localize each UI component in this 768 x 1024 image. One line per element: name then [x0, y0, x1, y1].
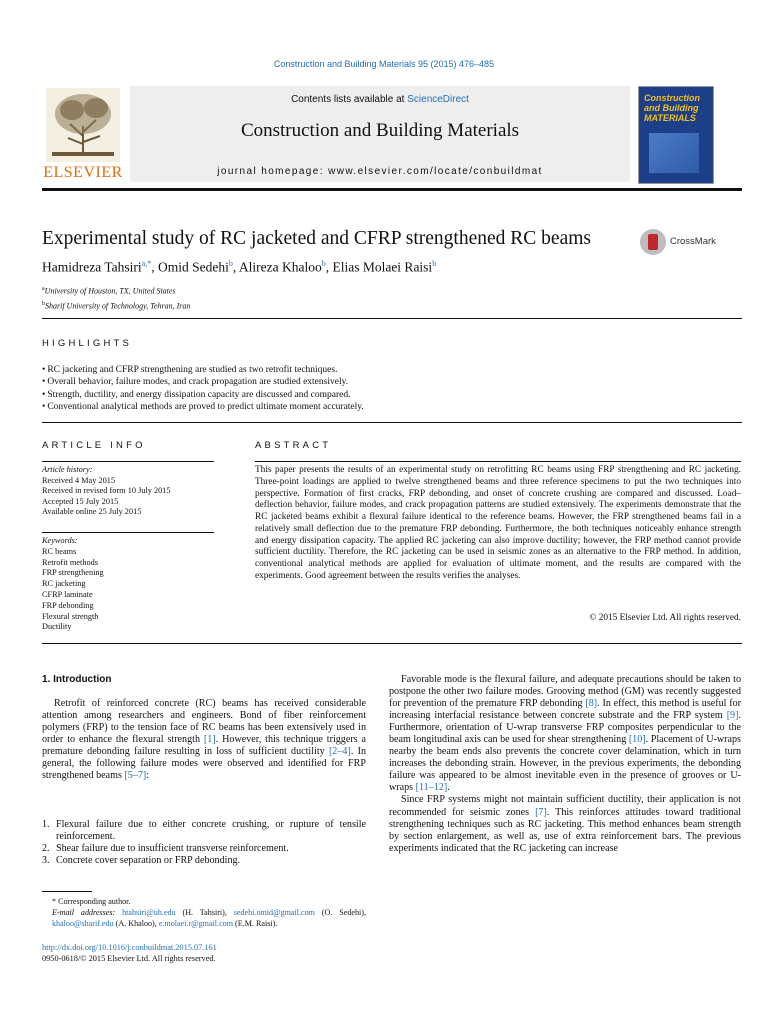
corresponding-author: * Corresponding author.	[52, 897, 131, 906]
reference-link[interactable]: [11–12]	[415, 782, 448, 794]
list-item	[42, 843, 366, 855]
keyword: Retrofit methods	[42, 557, 98, 567]
intro-paragraph	[42, 698, 366, 782]
history-entry: Accepted 15 July 2015	[42, 496, 119, 506]
author-list	[42, 259, 436, 276]
crossmark-label: CrossMark	[670, 236, 716, 247]
journal-homepage	[130, 166, 630, 177]
list-text: Flexural failure due to either concrete crushing, or rupture of tensile reinforcement.	[56, 819, 366, 843]
keywords	[42, 536, 214, 633]
journal-masthead	[42, 86, 742, 182]
header-divider	[42, 188, 742, 191]
reference-link[interactable]: [2–4]	[328, 746, 351, 758]
affiliation-mark: b	[42, 300, 45, 307]
highlight-item: • Conventional analytical methods are proved to predict ultimate moment accurately.	[42, 401, 732, 413]
article-title: Experimental study of RC jacketed and CFRP strengthened RC beams	[42, 228, 591, 249]
highlights-list	[42, 364, 732, 413]
author-name[interactable]: Elias Molaei Raisi	[332, 259, 433, 275]
section-heading: 1. Introduction	[42, 674, 112, 685]
email-owner: (H. Tahsiri),	[175, 908, 234, 917]
contents-prefix: Contents lists available at	[291, 94, 408, 105]
publisher-name: ELSEVIER	[43, 164, 123, 181]
affiliation	[42, 283, 190, 298]
affiliation-text: Sharif University of Technology, Tehran, Iran	[45, 301, 191, 311]
author-name[interactable]: Omid Sedehi	[157, 259, 229, 275]
list-number: 3.	[42, 855, 50, 867]
journal-title: Construction and Building Materials	[240, 120, 520, 141]
journal-header-box	[130, 86, 630, 182]
keyword: RC jacketing	[42, 579, 86, 589]
affiliation	[42, 298, 190, 313]
history-entry: Received in revised form 10 July 2015	[42, 486, 171, 495]
paragraph-text: Since FRP systems might not maintain sufficient ductility, their application is not recommended for seismic zones	[389, 794, 741, 818]
highlight-item: • RC jacketing and CFRP strengthening are studied as two retrofit techniques.	[42, 364, 732, 376]
keyword: Flexural strength	[42, 611, 99, 621]
list-text: Shear failure due to insufficient transverse reinforcement.	[56, 843, 289, 855]
footnote	[42, 896, 366, 929]
list-text: Concrete cover separation or FRP debonding.	[56, 855, 241, 867]
email-owner: (E.M. Raisi).	[233, 919, 278, 928]
doi-link[interactable]: http://dx.doi.org/10.1016/j.conbuildmat.2015.07.161	[42, 943, 217, 952]
keyword: Ductility	[42, 622, 72, 632]
paragraph-text: Favorable mode is the flexural failure, and adequate precautions should be taken to postpone the other two failure modes. Grooving method (GM) was recently suggested for prevention of the premature FRP debonding	[389, 674, 741, 710]
list-item	[42, 855, 366, 867]
affiliations	[42, 283, 190, 312]
author-separator: ,	[151, 259, 158, 275]
copyright-notice: © 2015 Elsevier Ltd. All rights reserved.	[589, 613, 741, 623]
affiliation-mark: a	[42, 286, 45, 292]
reference-link[interactable]: [9]	[726, 710, 739, 722]
right-column	[389, 674, 741, 855]
reference-link[interactable]: [10]	[628, 734, 646, 746]
issn-line: 0950-0618/© 2015 Elsevier Ltd. All rights reserved.	[42, 954, 216, 963]
affiliation-text: University of Houston, TX, United States	[44, 286, 176, 296]
email-owner: (O. Sedehi),	[314, 908, 366, 917]
reference-link[interactable]: [8]	[585, 698, 598, 710]
crossmark-badge[interactable]	[640, 229, 740, 257]
reference-link[interactable]: [7]	[535, 806, 547, 818]
highlight-item: • Strength, ductility, and energy dissipation capacity are discussed and compared.	[42, 389, 732, 401]
divider	[42, 643, 742, 644]
paragraph-text: Retrofit of reinforced concrete (RC) beams has received considerable attention among researchers and engineers. Bond of fiber reinforcement polymers (FRP) to the tension face of RC beams has been extensively used in order to enhance the flexural strength	[42, 698, 366, 746]
author-name[interactable]: Alireza Khaloo	[238, 259, 322, 275]
paragraph-text: . In general, the following failure modes were observed and identified for FRP strengthened beams	[42, 746, 366, 782]
paragraph-text: .	[447, 782, 450, 794]
divider	[42, 318, 742, 319]
author-affil-mark[interactable]: b	[228, 259, 233, 268]
failure-mode-list	[42, 819, 366, 867]
author-affil-mark[interactable]: b	[321, 259, 326, 268]
keyword: CFRP laminate	[42, 589, 93, 599]
keyword: FRP debonding	[42, 600, 94, 610]
email-owner: (A. Khaloo),	[113, 919, 159, 928]
journal-cover[interactable]	[638, 86, 714, 184]
list-number: 2.	[42, 843, 50, 855]
sciencedirect-link[interactable]: ScienceDirect	[407, 94, 469, 105]
author-name[interactable]: Hamidreza Tahsiri	[42, 259, 142, 275]
author-separator: ,	[325, 259, 333, 275]
homepage-label: journal homepage:	[217, 166, 329, 177]
history-entry: Received 4 May 2015	[42, 475, 116, 485]
author-separator: ,	[232, 259, 239, 275]
abstract-text: This paper presents the results of an experimental study on retrofitting RC beams using FRP strengthening and RC jacketing. Three-point loadings are applied to twelve strengthened beams and three reference specimens to put the two techniques into perspective. Formation of first cracks, FRP debonding, and onset of concrete crushing are compared and discussed. Load–deflection behavior, failure modes, and crack propagation patterns are studied extensively. The experiments demonstrate that the RC jacketed beams exhibit a flexural failure identical to the reference beams. However, the FRP strengthened beams fail in a relatively small deflection due to the premature FRP debonding. Furthermore, the both techniques noticeably enhance strength and energy dissipation capacity. The applied RC jacketing can also improve ductility; however, the FRP method cannot provide sufficient ductility. Therefore, the RC jacketing can be used in seismic zones as an alternative to the FRP method. In addition, conventional analytical methods are applied for evaluation of ultimate moment, and the results are compared with the experiments. Good agreement between the results verifies the analyses.	[255, 465, 741, 581]
paragraph-text: . Placement of U-wraps nearby the beam ends also prevents the concrete cover delamination, which in turn increases the debonding strain. However, in the previous experiments, the debonding failure was appeared to be almost inevitable even in the presence of grooves or U-wraps	[389, 734, 741, 794]
highlight-item: • Overall behavior, failure modes, and crack propagation are studied extensively.	[42, 376, 732, 388]
paragraph-text: . However, this technique triggers a premature debonding failure resulting in loss of sufficient ductility	[42, 734, 366, 758]
divider	[42, 422, 742, 423]
intro-paragraph	[389, 674, 741, 794]
cover-title: Construction and Building MATERIALS	[644, 93, 700, 123]
article-info-heading: ARTICLE INFO	[42, 440, 146, 451]
author-affil-mark[interactable]: a,*	[141, 259, 152, 268]
history-entry: Available online 25 July 2015	[42, 507, 142, 516]
paragraph-text: :	[146, 770, 150, 782]
highlights-heading: HIGHLIGHTS	[42, 338, 133, 349]
author-affil-mark[interactable]: b	[432, 259, 437, 268]
keyword: RC beams	[42, 546, 77, 556]
paragraph-text: . In effect, this method is useful for increasing interfacial resistance between concrete substrate and the FRP system	[389, 698, 742, 722]
contents-line	[130, 94, 630, 105]
email-addresses	[42, 907, 366, 929]
email-link[interactable]: htahsiri@uh.edu	[122, 908, 176, 917]
keywords-label: Keywords:	[42, 536, 78, 545]
divider	[255, 461, 741, 462]
email-label: E-mail addresses:	[52, 908, 116, 917]
cover-image	[649, 133, 699, 173]
list-item	[42, 819, 366, 843]
reference-link[interactable]: [5–7]	[124, 770, 147, 782]
crossmark-icon	[640, 229, 666, 255]
paragraph-text: . Furthermore, orientation of U-wrap transverse FRP composites perpendicular to the beam longitudinal axis can be used for shear strengthening	[389, 710, 741, 746]
divider	[42, 532, 214, 533]
journal-citation[interactable]: Construction and Building Materials 95 (2015) 476–485	[273, 59, 495, 69]
abstract-heading: ABSTRACT	[255, 440, 332, 451]
homepage-url[interactable]: www.elsevier.com/locate/conbuildmat	[328, 166, 543, 177]
paragraph-text: . This reinforces attitudes toward traditional strengthening techniques such as RC jacketing. This method enhances beam strength by section enlargement, as well as, use of extra reinforcement bars. The previous experiments indicated that the RC jacketing can increase	[389, 806, 742, 854]
email-link[interactable]: e.molaei.r@gmail.com	[158, 919, 234, 928]
divider	[42, 461, 214, 462]
list-number: 1.	[42, 819, 50, 830]
footnote-divider	[42, 891, 92, 892]
reference-link[interactable]: [1]	[203, 734, 216, 746]
article-history	[42, 465, 214, 518]
keyword: FRP strengthening	[42, 568, 104, 578]
history-label: Article history:	[42, 465, 93, 474]
email-link[interactable]: sedehi.omid@gmail.com	[233, 908, 315, 917]
email-link[interactable]: khaloo@sharif.edu	[52, 919, 114, 928]
intro-paragraph	[389, 794, 741, 854]
doi-block	[42, 942, 217, 964]
